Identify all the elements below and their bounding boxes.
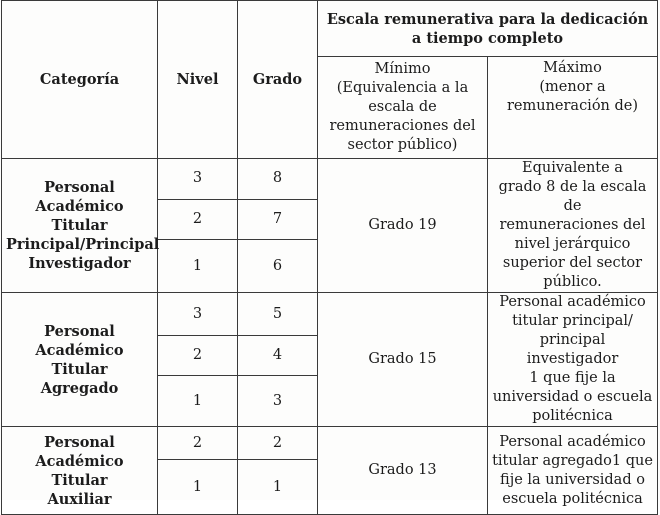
nivel-cell: 1 xyxy=(158,460,238,515)
grado-cell: 8 xyxy=(238,159,318,200)
maximo-agregado: Personal académico titular principal/ principal investigador 1 que fije la universidad o escuela politécnica xyxy=(488,293,658,427)
nivel-cell: 2 xyxy=(158,199,238,240)
grado-cell: 5 xyxy=(238,293,318,336)
header-grado: Grado xyxy=(238,1,318,159)
header-escala: Escala remunerativa para la dedicación a tiempo completo xyxy=(318,1,658,57)
header-minimo xyxy=(318,57,488,159)
header-nivel: Nivel xyxy=(158,1,238,159)
nivel-cell: 2 xyxy=(158,427,238,460)
grado-cell: 2 xyxy=(238,427,318,460)
grado-cell: 3 xyxy=(238,376,318,427)
salary-scale-table xyxy=(1,0,658,515)
minimo-auxiliar: Grado 13 xyxy=(318,427,488,515)
header-categoria: Categoría xyxy=(2,1,158,159)
grado-cell: 1 xyxy=(238,460,318,515)
grado-cell: 4 xyxy=(238,336,318,376)
minimo-agregado: Grado 15 xyxy=(318,293,488,427)
minimo-principal: Grado 19 xyxy=(318,159,488,293)
nivel-cell: 3 xyxy=(158,293,238,336)
header-minimo-note: (Equivalencia a la escala de remuneraciones del sector público) xyxy=(329,80,476,153)
maximo-principal: Equivalente a grado 8 de la escala de remuneraciones del nivel jerárquico superior del sector público. xyxy=(488,159,658,293)
categoria-agregado: Personal Académico Titular Agregado xyxy=(2,293,158,427)
nivel-cell: 2 xyxy=(158,336,238,376)
header-maximo-title: Máximo xyxy=(543,60,602,76)
categoria-auxiliar: Personal Académico Titular Auxiliar xyxy=(2,427,158,515)
header-minimo-title: Mínimo xyxy=(374,61,431,77)
maximo-auxiliar: Personal académico titular agregado1 que fije la universidad o escuela politécnica xyxy=(488,427,658,515)
header-maximo-note: (menor a remuneración de) xyxy=(506,79,639,114)
header-maximo xyxy=(488,57,658,159)
grado-cell: 7 xyxy=(238,199,318,240)
grado-cell: 6 xyxy=(238,240,318,293)
nivel-cell: 1 xyxy=(158,376,238,427)
nivel-cell: 3 xyxy=(158,159,238,200)
categoria-principal: Personal Académico Titular Principal/Principal Investigador xyxy=(2,159,158,293)
nivel-cell: 1 xyxy=(158,240,238,293)
